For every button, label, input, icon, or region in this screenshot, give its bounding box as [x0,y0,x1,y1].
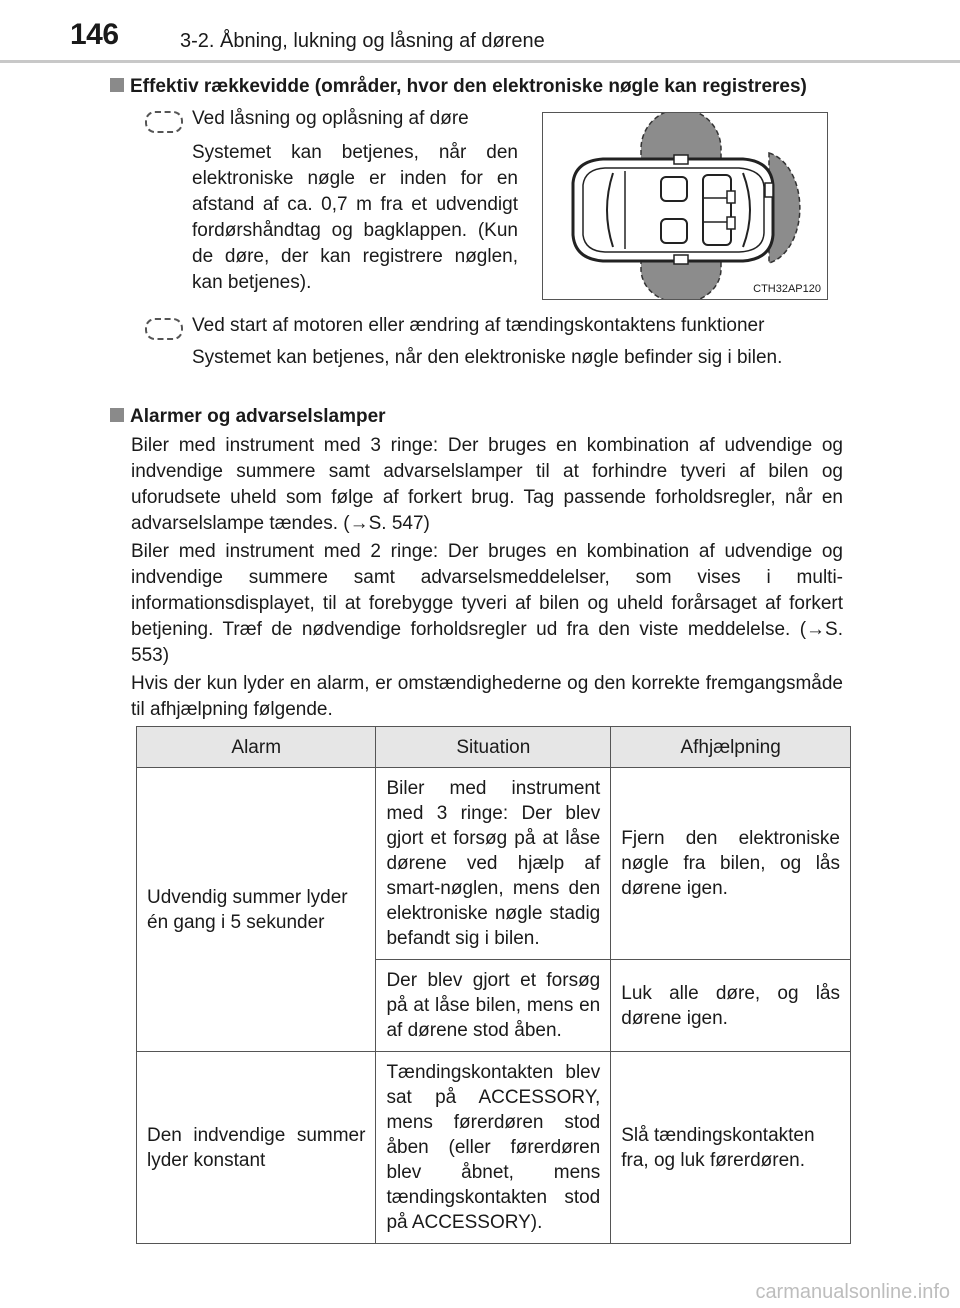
page-header [0,0,960,62]
table-header-row [137,727,851,768]
paragraph-intro-table: Hvis der kun lyder en alarm, er omstændighederne og den korrekte fremgangsmåde til afhjælpning følgende. [131,673,843,720]
section-heading-range [110,76,807,98]
alarm-table [136,726,851,1244]
chapter-title: 3-2. Åbning, lukning og låsning af dørene [180,30,545,52]
cell-situation: Tændingskontakten blev sat på ACCESSORY, mens førerdøren stod åben (eller førerdøren blev åbnet, mens tændingskontakten stod på ACCESSORY). [376,1052,611,1244]
watermark: carmanualsonline.info [755,1281,950,1303]
cell-alarm: Udvendig summer lyder én gang i 5 sekunder [137,768,376,1052]
column-header-alarm: Alarm [137,727,376,768]
cell-remedy: Luk alle døre, og lås dørene igen. [611,960,851,1052]
section-heading-text: Effektiv rækkevidde (områder, hvor den elektroniske nøgle kan registreres) [130,76,807,97]
section-heading-text: Alarmer og advarselslamper [130,406,386,427]
dashed-pill-icon [145,111,183,133]
square-bullet-icon [110,78,124,92]
square-bullet-icon [110,408,124,422]
cell-situation: Biler med instrument med 3 ringe: Der blev gjort et forsøg på at låse dørene ved hjælp af smart-nøglen, mens den elektroniske nøgle stadig befandt sig i bilen. [376,768,611,960]
paragraph-3-rings: Biler med instrument med 3 ringe: Der bruges en kombination af udvendige og indvendige summere samt advarselslamper til at forhindre tyveri af bilen og uforudsete uheld som følge af forkert brug. Tag passende forholdsregler, når en advarselslampe tændes. (→S. 547) [131,435,843,534]
column-header-situation: Situation [376,727,611,768]
car-range-diagram [543,113,827,299]
paragraph-2-rings: Biler med instrument med 2 ringe: Der bruges en kombination af udvendige og indvendige summere samt advarselsmeddelelser, som vises i multi-informationsdisplayet, til at forebygge tyveri af bilen og uheld forårsaget af forkert betjening. Træf de nødvendige forholdsregler ud fra den viste meddelelse. (→S. 553) [131,541,843,666]
paragraph-start: Systemet kan betjenes, når den elektroniske nøgle befinder sig i bilen. [192,347,783,368]
range-figure [542,112,828,300]
cell-alarm: Den indvendige summer lyder konstant [137,1052,376,1244]
figure-code: CTH32AP120 [753,283,821,295]
cell-remedy: Fjern den elektroniske nøgle fra bilen, og lås dørene igen. [611,768,851,960]
section-heading-alarms [110,406,386,428]
subheading-start: Ved start af motoren eller ændring af tændingskontaktens funktioner [192,315,765,336]
page-number: 146 [70,18,119,51]
column-header-remedy: Afhjælpning [611,727,851,768]
dashed-pill-icon [145,318,183,340]
table-row [137,768,851,960]
header-divider [0,60,960,63]
subheading-lock: Ved låsning og oplåsning af døre [192,108,469,129]
cell-remedy: Slå tændingskontakten fra, og luk førerdøren. [611,1052,851,1244]
cell-situation: Der blev gjort et forsøg på at låse bilen, mens en af dørene stod åben. [376,960,611,1052]
table-row [137,1052,851,1244]
paragraph-lock: Systemet kan betjenes, når den elektroniske nøgle er inden for en afstand af ca. 0,7 m fra et udvendigt fordørshåndtag og bagklappen. (Kun de døre, der kan registrere nøglen, kan betjenes). [192,142,518,293]
